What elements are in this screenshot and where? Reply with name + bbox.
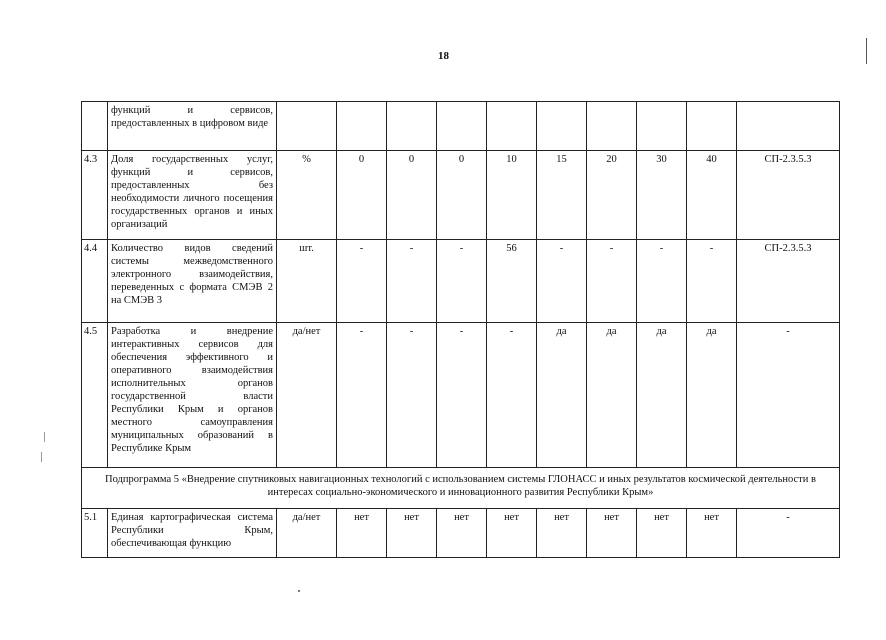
- unit-cell: [277, 102, 337, 151]
- reference-cell: [737, 102, 840, 151]
- table-row-subprogram-5: [82, 468, 840, 509]
- value-cell: 0: [387, 151, 437, 240]
- value-cell: -: [337, 240, 387, 323]
- indicator-name-cell: функций и сервисов, предоставленных в цифровом виде: [108, 102, 277, 151]
- page-number: 18: [438, 50, 449, 62]
- value-cell: нет: [387, 509, 437, 558]
- value-cell: 20: [587, 151, 637, 240]
- scan-mark: [298, 590, 300, 592]
- value-cell: -: [437, 323, 487, 468]
- value-cell: [487, 102, 537, 151]
- value-cell: [387, 102, 437, 151]
- value-cell: 0: [437, 151, 487, 240]
- row-number-cell: 4.5: [82, 323, 108, 468]
- unit-cell: да/нет: [277, 509, 337, 558]
- value-cell: -: [337, 323, 387, 468]
- scan-mark: [866, 38, 867, 64]
- value-cell: нет: [437, 509, 487, 558]
- table-row-4-5: [82, 323, 840, 468]
- value-cell: нет: [337, 509, 387, 558]
- value-cell: нет: [587, 509, 637, 558]
- value-cell: 56: [487, 240, 537, 323]
- value-cell: -: [387, 240, 437, 323]
- value-cell: -: [687, 240, 737, 323]
- value-cell: 30: [637, 151, 687, 240]
- indicator-name-cell: Разработка и внедрение интерактивных сервисов для обеспечения эффективного и оперативного взаимодействия исполнительных органов государственной власти Республики Крым и органов местного самоуправления муниципальных образований в Республике Крым: [108, 323, 277, 468]
- value-cell: [537, 102, 587, 151]
- value-cell: [637, 102, 687, 151]
- value-cell: -: [587, 240, 637, 323]
- value-cell: [337, 102, 387, 151]
- value-cell: да: [687, 323, 737, 468]
- value-cell: да: [637, 323, 687, 468]
- subprogram-heading-cell: Подпрограмма 5 «Внедрение спутниковых навигационных технологий с использованием системы ГЛОНАСС и иных результатов космической деятельности в интересах социально-экономического и инновационного развития Республики Крым»: [82, 468, 840, 509]
- row-number-cell: 5.1: [82, 509, 108, 558]
- indicators-table: [81, 101, 840, 558]
- table-row-4-3: [82, 151, 840, 240]
- scan-mark: [41, 452, 42, 462]
- value-cell: да: [587, 323, 637, 468]
- value-cell: 0: [337, 151, 387, 240]
- value-cell: нет: [537, 509, 587, 558]
- value-cell: -: [437, 240, 487, 323]
- indicator-name-cell: Доля государственных услуг, функций и сервисов, предоставленных без необходимости личного посещения государственных органов и иных организаций: [108, 151, 277, 240]
- reference-cell: СП-2.3.5.3: [737, 240, 840, 323]
- value-cell: -: [387, 323, 437, 468]
- value-cell: 15: [537, 151, 587, 240]
- value-cell: -: [487, 323, 537, 468]
- reference-cell: -: [737, 323, 840, 468]
- row-number-cell: [82, 102, 108, 151]
- table-row-5-1: [82, 509, 840, 558]
- indicator-name-cell: Количество видов сведений системы межведомственного электронного взаимодействия, переведенных с формата СМЭВ 2 на СМЭВ 3: [108, 240, 277, 323]
- unit-cell: шт.: [277, 240, 337, 323]
- value-cell: [437, 102, 487, 151]
- value-cell: 10: [487, 151, 537, 240]
- unit-cell: да/нет: [277, 323, 337, 468]
- row-number-cell: 4.4: [82, 240, 108, 323]
- value-cell: -: [637, 240, 687, 323]
- value-cell: [687, 102, 737, 151]
- table-row-4-4: [82, 240, 840, 323]
- value-cell: нет: [687, 509, 737, 558]
- table-row-continued: [82, 102, 840, 151]
- reference-cell: СП-2.3.5.3: [737, 151, 840, 240]
- reference-cell: -: [737, 509, 840, 558]
- value-cell: -: [537, 240, 587, 323]
- unit-cell: %: [277, 151, 337, 240]
- scan-mark: [44, 432, 45, 442]
- value-cell: 40: [687, 151, 737, 240]
- value-cell: нет: [487, 509, 537, 558]
- value-cell: [587, 102, 637, 151]
- row-number-cell: 4.3: [82, 151, 108, 240]
- value-cell: нет: [637, 509, 687, 558]
- indicator-name-cell: Единая картографическая система Республики Крым, обеспечивающая функцию: [108, 509, 277, 558]
- value-cell: да: [537, 323, 587, 468]
